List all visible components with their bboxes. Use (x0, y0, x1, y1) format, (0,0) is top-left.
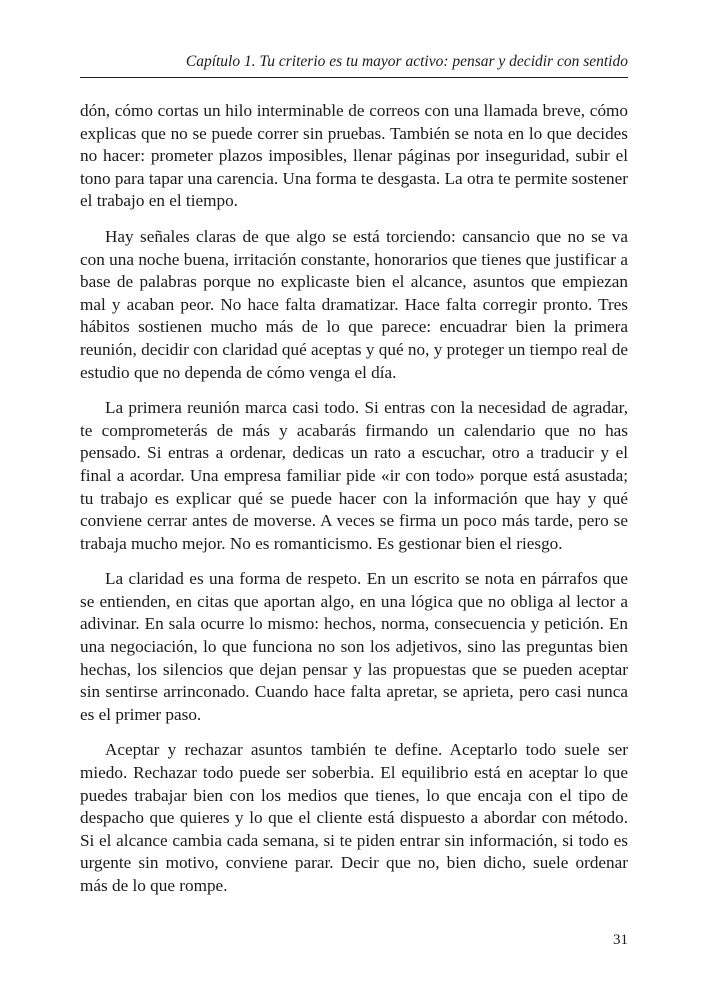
paragraph: Aceptar y rechazar asuntos también te define. Aceptarlo todo suele ser miedo. Rechazar todo puede ser soberbia. El equilibrio está en aceptar lo que puedes trabajar bien con los medios que tienes, lo que encaja con el tipo de despacho que quieres y lo que el cliente está dispuesto a abordar con método. Si el alcance cambia cada semana, si te piden entrar sin información, si todo es urgente sin motivo, conviene parar. Decir que no, bien dicho, suele ordenar más de lo que rompe. (80, 740, 628, 895)
header-rule (80, 77, 628, 78)
paragraph: La primera reunión marca casi todo. Si entras con la necesidad de agradar, te comprometerás de más y acabarás firmando un calendario que no has pensado. Si entras a ordenar, dedicas un rato a escuchar, otro a traducir y el final a acordar. Una empresa familiar pide «ir con todo» porque está asustada; tu trabajo es explicar qué se puede hacer con la información que hay y qué conviene cerrar antes de moverse. A veces se firma un poco más tarde, pero se trabaja mucho mejor. No es romanticismo. Es gestionar bien el riesgo. (80, 398, 628, 553)
paragraph: La claridad es una forma de respeto. En un escrito se nota en párrafos que se entienden, en citas que aportan algo, en una lógica que no obliga al lector a adivinar. En sala ocurre lo mismo: hechos, norma, consecuencia y petición. En una negociación, lo que funciona no son los adjetivos, sino las preguntas bien hechas, los silencios que dejan pensar y las propuestas que se pueden aceptar sin sentirse arrinconado. Cuando hace falta apretar, se aprieta, pero casi nunca es el primer paso. (80, 569, 628, 724)
running-head: Capítulo 1. Tu criterio es tu mayor activo: pensar y decidir con sentido (185, 53, 628, 70)
body-text (80, 100, 628, 911)
paragraph: dón, cómo cortas un hilo interminable de correos con una llamada breve, cómo explicas que no se puede correr sin pruebas. También se nota en lo que decides no hacer: prometer plazos imposibles, llenar páginas por inseguridad, subir el tono para tapar una carencia. Una forma te desgasta. La otra te permite sostener el trabajo en el tiempo. (80, 101, 628, 211)
page-number: 31 (613, 932, 628, 948)
paragraph: Hay señales claras de que algo se está torciendo: cansancio que no se va con una noche buena, irritación constante, honorarios que tienes que justificar a base de palabras porque no explicaste bien el alcance, asuntos que empiezan mal y acaban peor. No hace falta dramatizar. Hace falta corregir pronto. Tres hábitos sostienen mucho más de lo que parece: encuadrar bien la primera reunión, decidir con claridad qué aceptas y qué no, y proteger un tiempo real de estudio que no dependa de cómo venga el día. (80, 226, 628, 382)
